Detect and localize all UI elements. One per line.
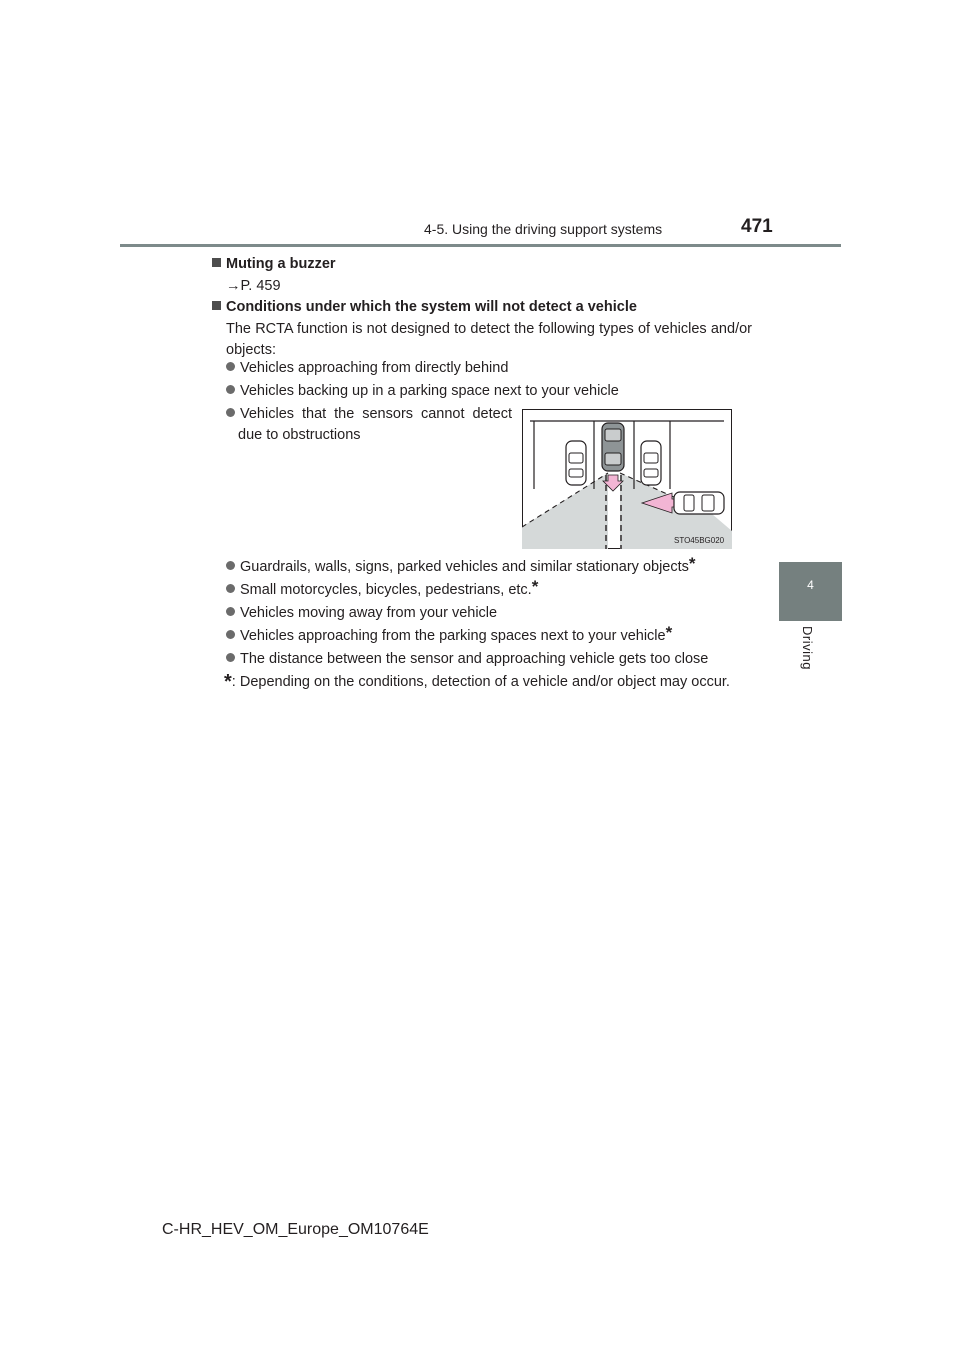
- round-bullet-icon: [226, 630, 235, 639]
- round-bullet-icon: [226, 561, 235, 570]
- parked-car-right: [641, 441, 661, 485]
- footnote-asterisk: *: [531, 577, 539, 596]
- list-item: Small motorcycles, bicycles, pedestrians, etc.*: [212, 580, 752, 601]
- round-bullet-icon: [226, 362, 235, 371]
- side-tab-label: Driving: [800, 626, 815, 670]
- list-item: Vehicles backing up in a parking space next to your vehicle: [212, 381, 752, 402]
- square-bullet-icon: [212, 301, 221, 310]
- list-item: The distance between the sensor and approaching vehicle gets too close: [212, 649, 752, 670]
- round-bullet-icon: [226, 653, 235, 662]
- list-item: Vehicles that the sensors cannot detect due to obstructions: [212, 404, 512, 446]
- round-bullet-icon: [226, 584, 235, 593]
- muting-section: [212, 254, 752, 297]
- round-bullet-icon: [226, 607, 235, 616]
- muting-heading: Muting a buzzer: [212, 254, 752, 275]
- side-tab-number: 4: [807, 578, 814, 592]
- footnote-asterisk: *: [688, 554, 696, 573]
- conditions-heading: Conditions under which the system will not detect a vehicle: [212, 297, 752, 318]
- side-tab: [779, 562, 842, 621]
- parking-detection-figure: [522, 409, 732, 549]
- muting-reference[interactable]: →P. 459: [226, 278, 281, 294]
- conditions-intro: The RCTA function is not designed to detect the following types of vehicles and/or objects:: [226, 321, 752, 358]
- footnote-asterisk: *: [665, 623, 673, 642]
- list-item: Vehicles moving away from your vehicle: [212, 603, 752, 624]
- square-bullet-icon: [212, 258, 221, 267]
- parked-car-left: [566, 441, 586, 485]
- conditions-section: [212, 297, 752, 361]
- header-rule: [120, 244, 841, 247]
- own-vehicle: [602, 423, 624, 471]
- page-number: 471: [741, 216, 773, 237]
- list-item: Guardrails, walls, signs, parked vehicles and similar stationary objects*: [212, 557, 752, 578]
- footer-doc-id: C-HR_HEV_OM_Europe_OM10764E: [162, 1221, 429, 1238]
- approaching-car: [674, 492, 724, 514]
- list-item: Vehicles approaching from the parking spaces next to your vehicle*: [212, 626, 752, 647]
- round-bullet-icon: [226, 408, 235, 417]
- header-section-title: 4-5. Using the driving support systems: [424, 221, 663, 237]
- footnote-asterisk: *: [224, 671, 232, 693]
- list-item: Vehicles approaching from directly behind: [212, 358, 752, 379]
- figure-code: STO45BG020: [674, 536, 725, 545]
- footnote: *: Depending on the conditions, detection of a vehicle and/or object may occur.: [224, 671, 730, 693]
- round-bullet-icon: [226, 385, 235, 394]
